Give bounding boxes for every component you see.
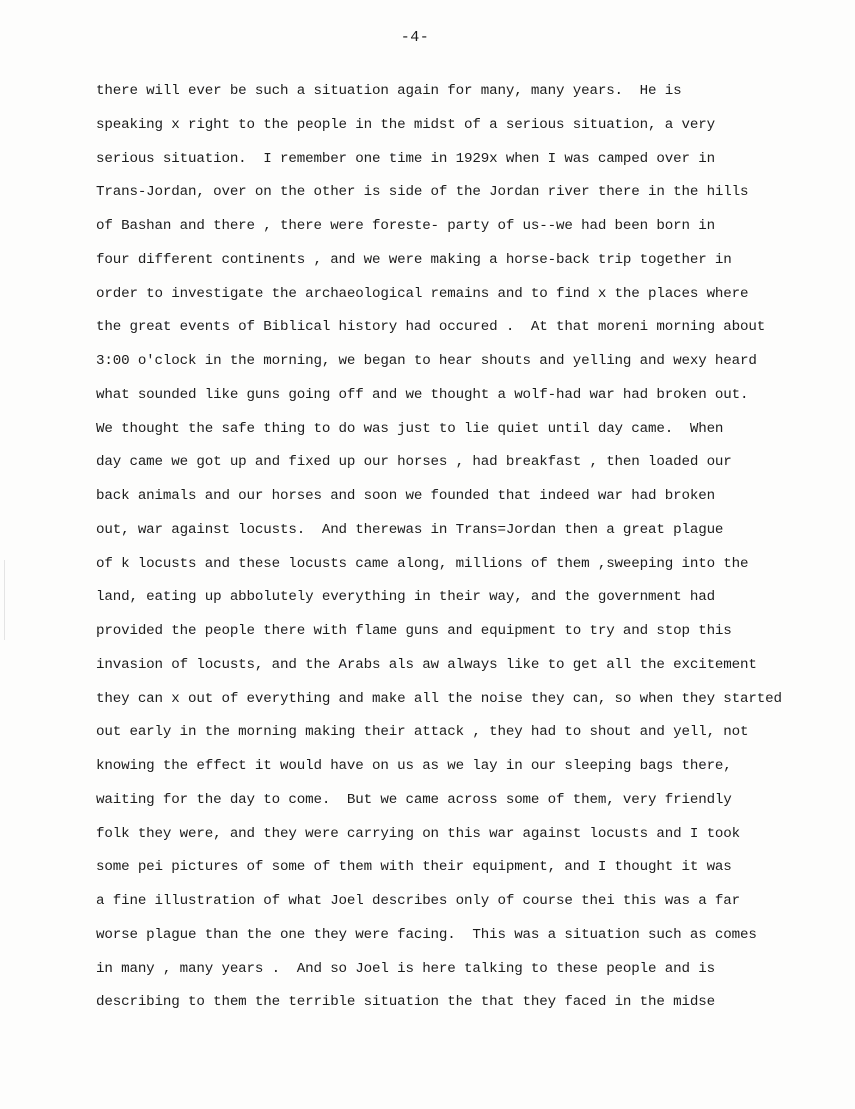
text-line: of k locusts and these locusts came along, millions of them ,sweeping into the <box>96 555 749 572</box>
body-text <box>96 79 816 1024</box>
page-number: -4- <box>400 29 430 46</box>
page-edge-mark <box>4 560 5 640</box>
text-line: We thought the safe thing to do was just to lie quiet until day came. When <box>96 420 724 437</box>
text-line: out early in the morning making their attack , they had to shout and yell, not <box>96 724 749 741</box>
text-line: they can x out of everything and make all the noise they can, so when they started <box>96 690 782 707</box>
text-line: folk they were, and they were carrying on this war against locusts and I took <box>96 825 741 842</box>
text-line: there will ever be such a situation again for many, many years. He is <box>96 83 682 99</box>
text-line: Trans-Jordan, over on the other is side of the Jordan river there in the hills <box>96 184 749 201</box>
text-line: worse plague than the one they were facing. This was a situation such as comes <box>96 926 757 943</box>
text-line: serious situation. I remember one time in 1929x when I was camped over in <box>96 150 715 167</box>
text-line: day came we got up and fixed up our horses , had breakfast , then loaded our <box>96 454 732 471</box>
text-line: land, eating up abbolutely everything in their way, and the government had <box>96 589 715 606</box>
text-line: back animals and our horses and soon we founded that indeed war had broken <box>96 488 715 504</box>
text-line: 3:00 o'clock in the morning, we began to hear shouts and yelling and wexy heard <box>96 353 757 369</box>
text-line: a fine illustration of what Joel describes only of course thei this was a far <box>96 893 741 909</box>
text-line: in many , many years . And so Joel is here talking to these people and is <box>96 960 715 977</box>
text-line: some pei pictures of some of them with their equipment, and I thought it was <box>96 859 732 876</box>
text-line: knowing the effect it would have on us as we lay in our sleeping bags there, <box>96 758 732 774</box>
text-line: four different continents , and we were making a horse-back trip together in <box>96 251 732 268</box>
text-line: provided the people there with flame guns and equipment to try and stop this <box>96 623 732 639</box>
text-line: order to investigate the archaeological remains and to find x the places where <box>96 285 749 302</box>
text-line: out, war against locusts. And therewas in Trans=Jordan then a great plague <box>96 521 724 538</box>
text-line: invasion of locusts, and the Arabs als aw always like to get all the excitement <box>96 656 757 673</box>
text-line: describing to them the terrible situation the that they faced in the midse <box>96 994 715 1011</box>
text-line: speaking x right to the people in the midst of a serious situation, a very <box>96 116 715 133</box>
text-line: of Bashan and there , there were foreste- party of us--we had been born in <box>96 218 715 234</box>
text-line: what sounded like guns going off and we thought a wolf-had war had broken out. <box>96 386 749 403</box>
text-line: waiting for the day to come. But we came across some of them, very friendly <box>96 791 732 808</box>
text-line: the great events of Biblical history had occured . At that moreni morning about <box>96 319 766 336</box>
